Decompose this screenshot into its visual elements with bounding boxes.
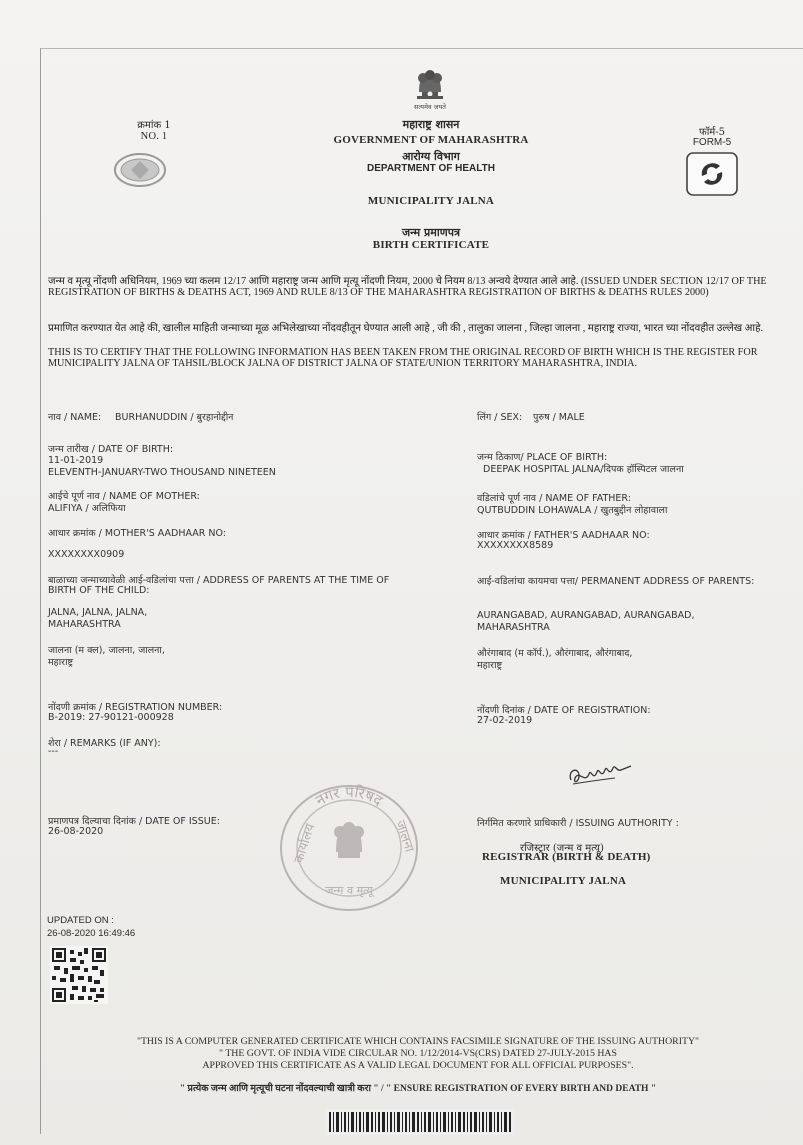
seal-left-text: कार्यालय <box>291 821 319 866</box>
form-number: FORM-5 <box>692 137 732 148</box>
government-title: GOVERNMENT OF MAHARASHTRA <box>333 134 529 146</box>
pob-value: DEEPAK HOSPITAL JALNA/दिपक हॉस्पिटल जालना <box>483 464 684 475</box>
municipality-title: MUNICIPALITY JALNA <box>367 195 495 207</box>
signature-image <box>565 758 635 790</box>
birth-address-line-1: JALNA, JALNA, JALNA, <box>48 607 148 618</box>
father-name-label: वडिलांचे पूर्ण नाव / NAME OF FATHER: <box>477 493 631 504</box>
seal-top-text: नगर परिषद <box>312 782 386 810</box>
seal-right-text: जालना <box>392 818 417 855</box>
registration-number-label: नोंदणी क्रमांक / REGISTRATION NUMBER: <box>48 702 223 713</box>
mother-name-label: आईचे पूर्ण नाव / NAME OF MOTHER: <box>48 491 200 502</box>
permanent-address-line-2: MAHARASHTRA <box>477 622 550 633</box>
legal-document-notice: APPROVED THIS CERTIFICATE AS A VALID LEGAL DOCUMENT FOR ALL OFFICIAL PURPOSES". <box>202 1060 634 1071</box>
mother-aadhaar-label: आधार क्रमांक / MOTHER'S AADHAAR NO: <box>48 528 226 539</box>
permanent-address-mr-line-2: महाराष्ट्र <box>477 660 503 671</box>
mother-name-value: ALIFIYA / अलिफिया <box>48 503 126 514</box>
birth-address-mr-line-1: जालना (म क्ल), जालना, जालना, <box>48 645 165 656</box>
certificate-title-mr: जन्म प्रमाणपत्र <box>401 226 461 239</box>
seal-bottom-text: जन्म व मृत्यू <box>325 884 373 897</box>
name-label: नाव / NAME: <box>48 412 102 423</box>
permanent-address-label: आई-वडिलांचा कायमचा पत्ता/ PERMANENT ADDRESS OF PARENTS: <box>477 576 755 587</box>
circular-notice: " THE GOVT. OF INDIA VIDE CIRCULAR NO. 1/12/2014-VS(CRS) DATED 27-JULY-2015 HAS <box>219 1048 617 1059</box>
department-title-mr: आरोग्य विभाग <box>402 150 460 163</box>
dob-value: 11-01-2019 <box>48 455 104 466</box>
page-border <box>40 48 803 1134</box>
registration-number-value: B-2019: 27-90121-000928 <box>48 712 174 723</box>
registrar-title-mr: रजिस्ट्रार (जन्म व मृत्यू) <box>520 843 604 854</box>
updated-on-value: 26-08-2020 16:49:46 <box>47 928 136 939</box>
maharashtra-seal-icon <box>113 152 167 188</box>
authority-municipality: MUNICIPALITY JALNA <box>500 875 627 887</box>
crs-logo-icon <box>686 152 738 196</box>
issue-date-label: प्रमाणपत्र दिल्याचा दिनांक / DATE OF ISSUE: <box>48 816 220 827</box>
remarks-value: --- <box>48 746 59 757</box>
government-title-mr: महाराष्ट्र शासन <box>402 118 460 131</box>
birth-address-label-cont: BIRTH OF THE CHILD: <box>48 585 150 596</box>
dob-label: जन्म तारीख / DATE OF BIRTH: <box>48 444 174 455</box>
certificate-title: BIRTH CERTIFICATE <box>372 239 490 251</box>
certification-text: THIS IS TO CERTIFY THAT THE FOLLOWING INFORMATION HAS BEEN TAKEN FROM THE ORIGINAL RECORD OF BIRTH WHICH IS THE REGISTER FOR MUNICIPALITY JALNA OF TAHSIL/BLOCK JALNA OF DISTRICT JALNA OF STATE/UNION TERRITORY MAHARASHTRA, INDIA. <box>48 347 758 369</box>
issued-under-clause: जन्म व मृत्यू नोंदणी अधिनियम, 1969 च्या कलम 12/17 आणि महाराष्ट्र जन्म आणि मृत्यू नोंदणी नियम, 2000 चे नियम 8/13 अन्वये देण्यात आले आहे. (ISSUED UNDER SECTION 12/17 OF THE REGISTRATION OF BIRTHS & DEATHS ACT, 1969 AND RULE 8/13 OF THE MAHARASHTRA REGISTRATION OF BIRTHS & DEATHS RULES 2000) <box>48 276 767 298</box>
issue-date-value: 26-08-2020 <box>48 826 104 837</box>
father-name-value: QUTBUDDIN LOHAWALA / खुतबुद्दीन लोहावाला <box>477 505 668 516</box>
registration-date-label: नोंदणी दिनांक / DATE OF REGISTRATION: <box>477 705 651 716</box>
form-number-mr: फॉर्म-5 <box>698 127 726 138</box>
father-aadhaar-label: आधार क्रमांक / FATHER'S AADHAAR NO: <box>477 530 650 541</box>
pob-label: जन्म ठिकाण/ PLACE OF BIRTH: <box>477 452 608 463</box>
municipal-seal-stamp <box>278 782 420 914</box>
updated-on-label: UPDATED ON : <box>47 915 114 926</box>
national-emblem-icon <box>405 66 455 110</box>
name-value: BURHANUDDIN / बुरहानोद्दीन <box>115 412 234 423</box>
father-aadhaar-value: XXXXXXXX8589 <box>477 540 554 551</box>
serial-number-mr: क्रमांक 1 <box>137 120 171 131</box>
dob-in-words: ELEVENTH-JANUARY-TWO THOUSAND NINETEEN <box>48 467 276 478</box>
serial-number: NO. 1 <box>140 131 168 142</box>
remarks-label: शेरा / REMARKS (IF ANY): <box>48 738 161 749</box>
birth-address-mr-line-2: महाराष्ट्र <box>48 657 74 668</box>
emblem-motto: सत्यमेव जयते <box>414 103 446 111</box>
sex-value: पुरुष / MALE <box>533 412 585 423</box>
issuing-authority-label: निर्गमित करणारे प्राधिकारी / ISSUING AUTHORITY : <box>477 818 679 829</box>
mother-aadhaar-value: XXXXXXXX0909 <box>48 549 125 560</box>
permanent-address-line-1: AURANGABAD, AURANGABAD, AURANGABAD, <box>477 610 695 621</box>
birth-address-line-2: MAHARASHTRA <box>48 619 121 630</box>
birth-address-label: बाळाच्या जन्माच्यावेळी आई-वडिलांचा पत्ता / ADDRESS OF PARENTS AT THE TIME OF <box>48 575 390 586</box>
registrar-title: REGISTRAR (BIRTH & DEATH) <box>482 851 651 863</box>
permanent-address-mr-line-1: औरंगाबाद (म कॉर्प.), औरंगाबाद, औरंगाबाद, <box>477 648 633 659</box>
department-title: DEPARTMENT OF HEALTH <box>367 163 495 174</box>
registration-date-value: 27-02-2019 <box>477 715 533 726</box>
qr-code[interactable] <box>50 946 108 1004</box>
registration-slogan: " प्रत्येक जन्म आणि मृत्यूची घटना नोंदवल्याची खात्री करा " / " ENSURE REGISTRATION OF EVERY BIRTH AND DEATH " <box>179 1084 657 1094</box>
sex-label: लिंग / SEX: <box>477 412 523 423</box>
certification-text-mr: प्रमाणित करण्यात येत आहे की, खालील माहिती जन्माच्या मूळ अभिलेखाच्या नोंदवहीतून घेण्यात आली आहे , जी की , तालुका जालना , जिल्हा जालना , महाराष्ट्र राज्या, भारत च्या नोंदवहीत उल्लेख आहे. <box>48 323 764 334</box>
barcode <box>325 1109 515 1135</box>
computer-generated-notice: "THIS IS A COMPUTER GENERATED CERTIFICATE WHICH CONTAINS FACSIMILE SIGNATURE OF THE ISSUING AUTHORITY" <box>136 1036 700 1047</box>
